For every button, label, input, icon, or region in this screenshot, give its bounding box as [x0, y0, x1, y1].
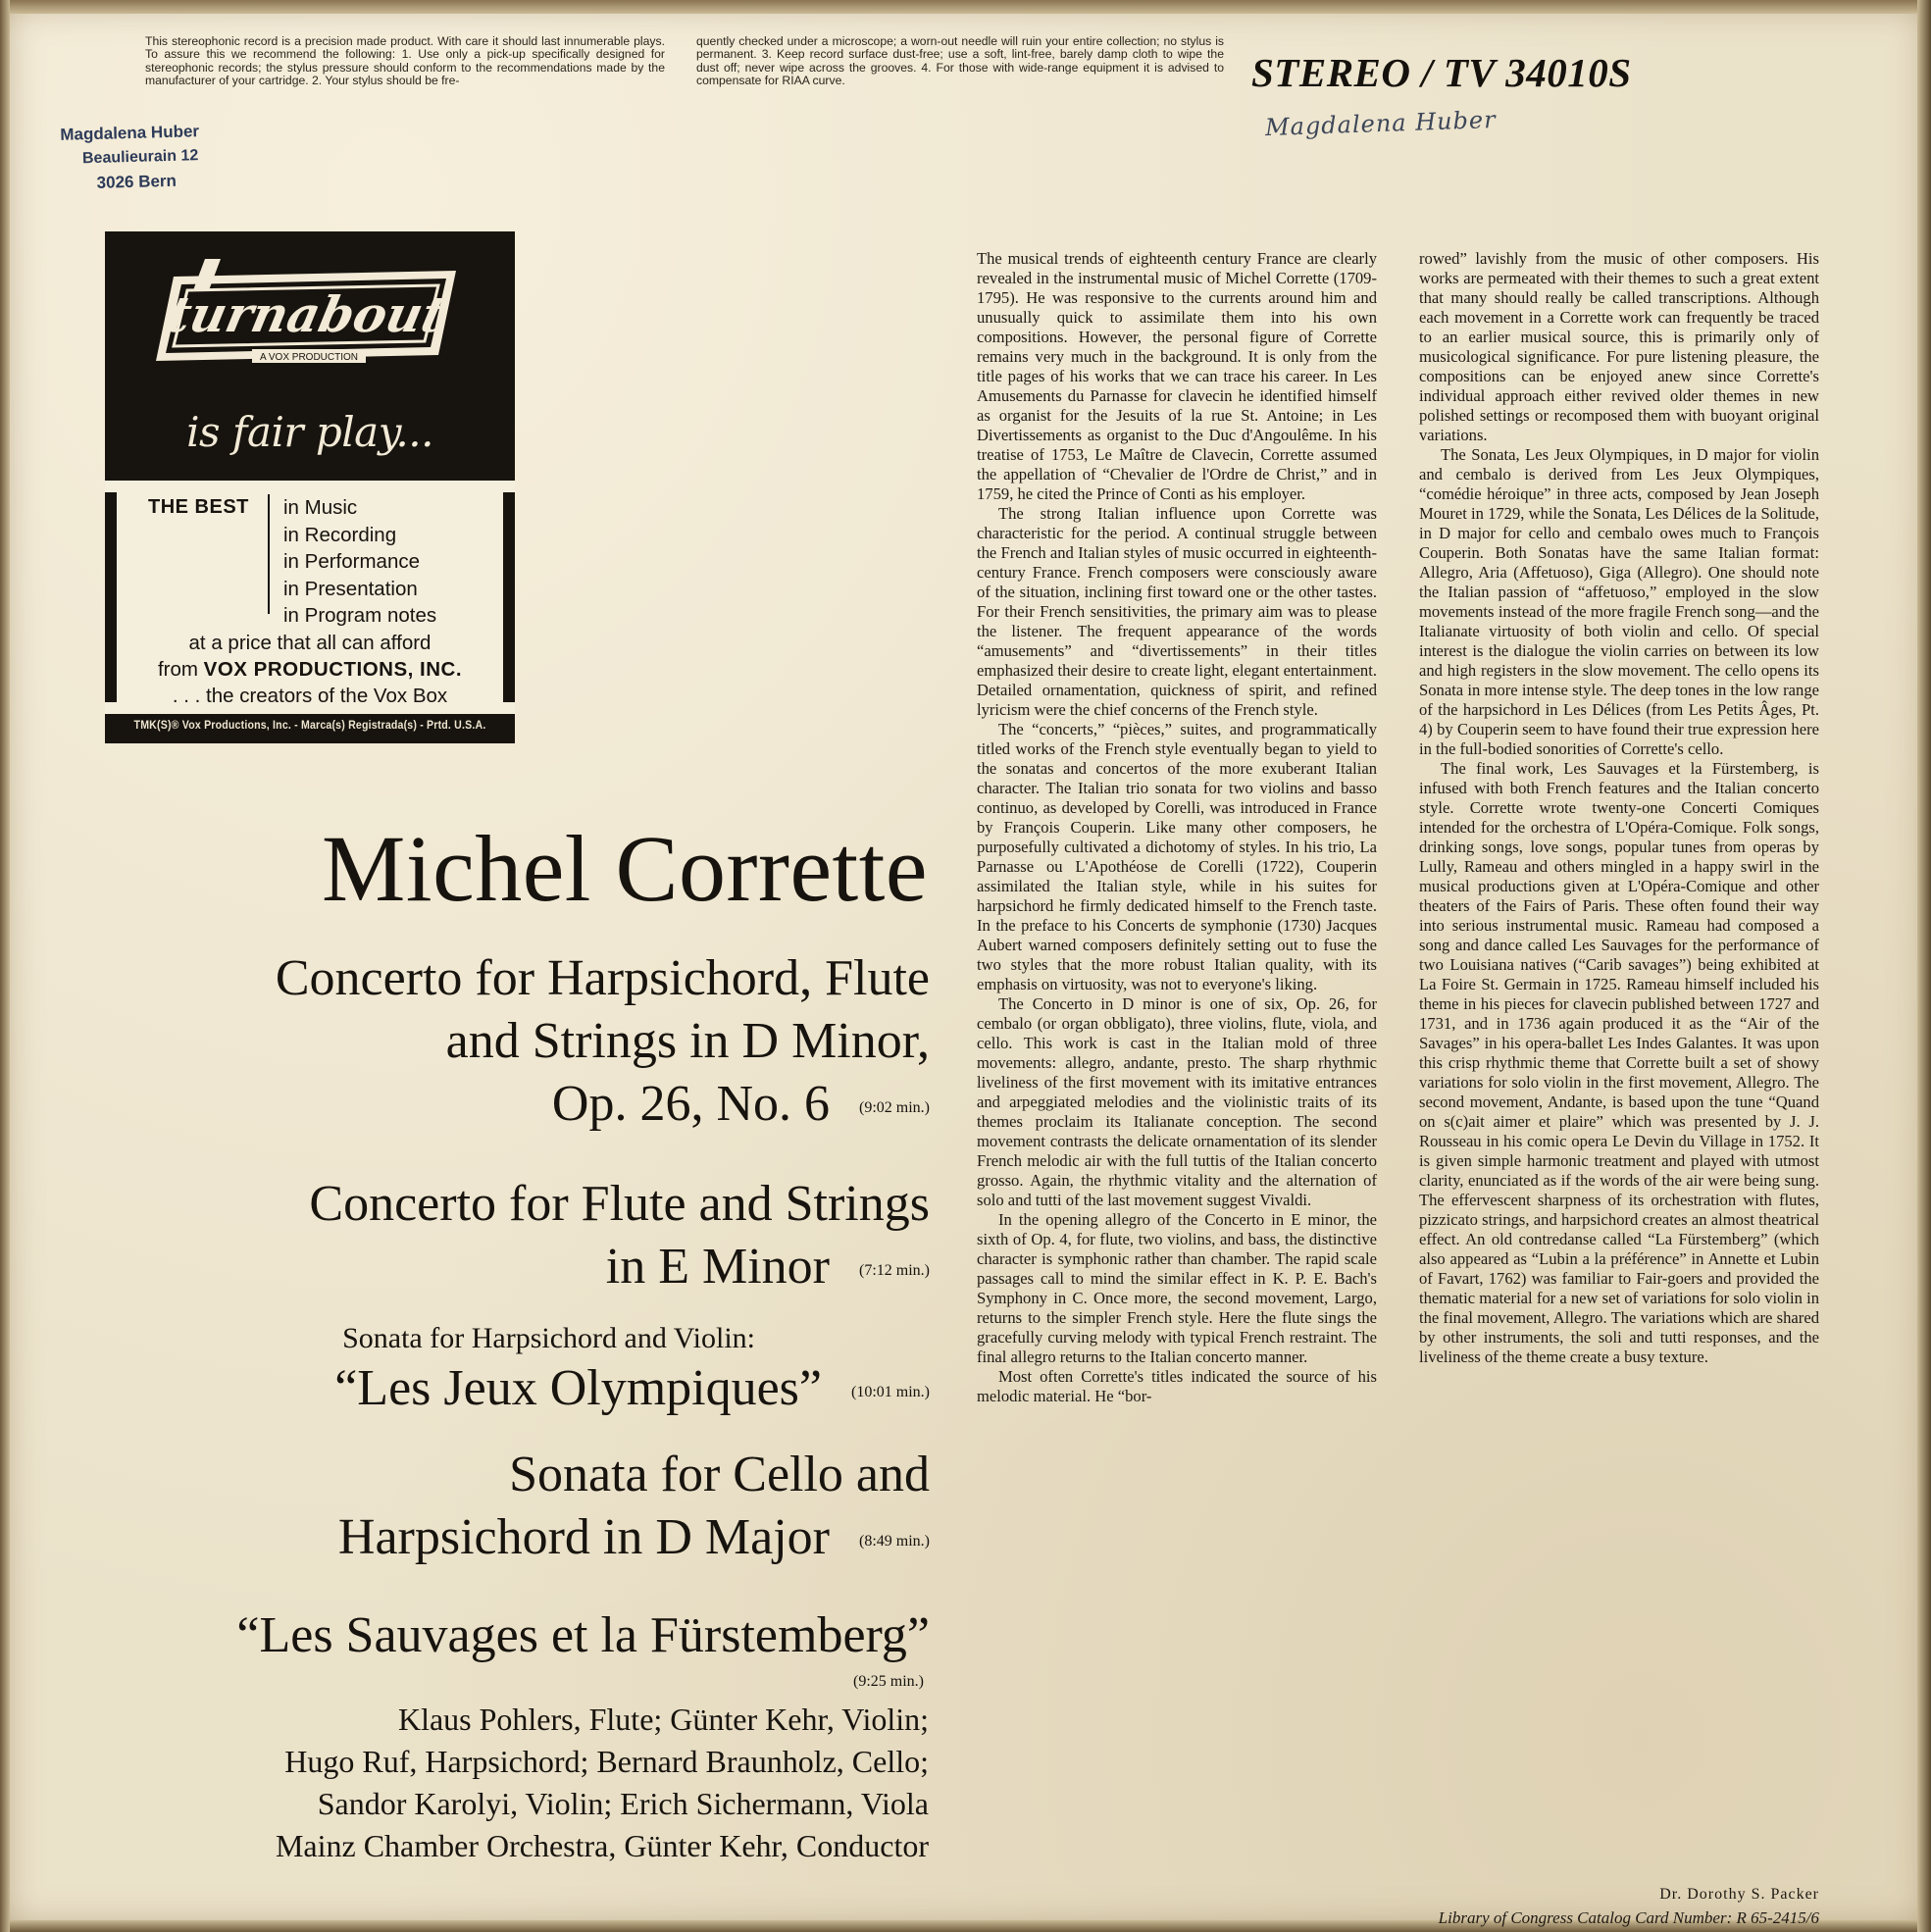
work-title-text: Op. 26, No. 6 — [551, 1076, 830, 1132]
composer-name: Michel Corrette — [322, 816, 928, 921]
notes-author: Dr. Dorothy S. Packer — [1659, 1886, 1819, 1903]
stamp-name: Magdalena Huber — [60, 122, 200, 144]
stamp-city: 3026 Bern — [96, 171, 178, 192]
work-1 — [276, 947, 930, 1140]
company-line — [105, 656, 515, 683]
work-title-line: Concerto for Harpsichord, Flute — [275, 950, 930, 1006]
best-item: in Recording — [283, 523, 397, 546]
price-statement — [105, 630, 515, 709]
creators-line: . . . the creators of the Vox Box — [172, 685, 448, 707]
company-name: VOX PRODUCTIONS, INC. — [203, 658, 463, 681]
performer-line: Mainz Chamber Orchestra, Günter Kehr, Conductor — [275, 1828, 929, 1863]
performer-line: Hugo Ruf, Harpsichord; Bernard Braunholz, Cello; — [284, 1744, 929, 1779]
performer-line: Klaus Pohlers, Flute; Günter Kehr, Violin; — [397, 1702, 929, 1737]
best-list — [283, 494, 436, 630]
notes-paragraph: The final work, Les Sauvages et la Fürstemberg, is infused with both French features and the Italian concerto style. Corrette wrote twenty-one Concerti Comiques intended for the orchestra of L'Opéra-Comique. Folk songs, drinking songs, love songs, popular tunes from operas by Lully, Rameau and others mingled in a happy swirl in the musical productions given at L'Opéra-Comique and other theaters of the Fairs of Paris. These often found their way into serious instrumental music. Rameau had composed a song and dance called Les Sauvages for the performance of two Louisiana natives (“Carib savages”) being exhibited at La Foire St. Germain in 1725. Rameau himself included his theme in his pieces for clavecin published between 1727 and 1731, and in 1736 again produced it as the “Air of the Savages” in his opera-ballet Les Indes Galantes. It was upon this crisp rhythmic theme that Corrette built a set of showy variations for solo violin in the first movement, Allegro. The second movement, Andante, is based upon the tune “Quand on s(c)ait aimer et plaire” which was presented by J. J. Rousseau in his comic opera Le Devin du Village in 1752. It is given simple harmonic treatment and played with utmost clarity, enunciated as if the words of the air were being sung. The effervescent sharpness of its orchestration with flutes, pizzicato strings, and harpsichord creates an almost theatrical effect. An old contredanse called “La Fürstemberg” (which also appeared as “Lubin a la préférence” in Annette et Lubin of Favart, 1762) was familiar to Fair-goers and provided the thematic material for a new set of variations for solo violin in the final movement, Allegro. The variations which are shared by other instruments, the soli and tutti responses, and the liveliness of the theme create a busy texture. — [1419, 759, 1819, 1366]
work-duration: (9:25 min.) — [853, 1673, 924, 1691]
work-title-line — [334, 1357, 930, 1424]
work-title-line: and Strings in D Minor, — [445, 1013, 930, 1069]
lccn-line: Library of Congress Catalog Card Number: R 65-2415/6 — [1438, 1908, 1819, 1927]
work-duration-line — [236, 1667, 924, 1693]
work-2 — [309, 1173, 930, 1302]
work-duration: (8:49 min.) — [859, 1533, 930, 1551]
work-duration: (7:12 min.) — [859, 1262, 930, 1280]
stamp-street: Beaulieurain 12 — [81, 147, 199, 168]
work-title-line — [309, 1236, 930, 1302]
notes-paragraph: The musical trends of eighteenth century France are clearly revealed in the instrumental music of Michel Corrette (1709-1795). He was responsive to the currents around him and unusually quick to assimilate them into his own compositions. However, the personal figure of Corrette remains very much in the background. It is only from the title pages of his works that we can trace his career. In Les Amusements du Parnasse for clavecin he identified himself as organist for the Jesuits of la rue St. Antoine; in Les Divertissements as organist to the Duc d'Angoulême. In his treatise of 1753, Le Maître de Clavecin, Corrette assumed the appellation of “Chevalier de l'Ordre de Christ,” and in 1759, he cited the Prince of Conti as his employer. — [977, 249, 1377, 503]
care-notice-col2: quently checked under a microscope; a worn-out needle will ruin your entire collection; no stylus is permanent. 3. Keep record surface dust-free; use a soft, lint-free, barely damp cloth to wipe the dust off; never wipe across the grooves. 4. For those with wide-range equipment it is advised to compensate for RIAA curve. — [696, 34, 1224, 88]
right-edge — [1917, 0, 1931, 1932]
performers-credits — [276, 1699, 929, 1867]
notes-paragraph: The “concerts,” “pièces,” suites, and programmatically titled works of the French style eventually began to yield to the sonatas and concertos of the more exuberant Italian character. The Italian trio sonata for two violins and basso continuo, as developed by Corelli, was introduced in France by François Couperin. Like many other composers, he purposefully cultivated a dichotomy of styles. In his trio, La Parnasse ou L'Apothéose de Corelli (1722), Couperin assimilated the Italian style, while in his suites for harpsichord he firmly dedicated himself to the French taste. In the preface to his Concerts de symphonie (1730) Jacques Aubert warned composers definitely setting out to fuse the two styles that the more robust Italian quality, with its emphasis on virtuosity, was not to everyone's liking. — [977, 720, 1377, 993]
price-line: at a price that all can afford — [188, 632, 432, 654]
work-duration: (9:02 min.) — [859, 1099, 930, 1117]
notes-paragraph: In the opening allegro of the Concerto in E minor, the sixth of Op. 4, for flute, two violins, and bass, the distinctive character is symphonic rather than chamber. The rapid scale passages call to mind the similar effect in K. P. E. Bach's Symphony in C. Once more, the second movement, Largo, returns to the simpler French style. Here the flute sings the gracefully curving melody with typical French restraint. The final allegro returns to the Italian concerto manner. — [977, 1210, 1377, 1366]
work-title-text: in E Minor — [605, 1239, 830, 1295]
liner-notes-column-1 — [977, 249, 1377, 1406]
best-label: THE BEST — [148, 496, 249, 518]
work-subtitle-line: Sonata for Harpsichord and Violin: — [342, 1322, 755, 1354]
work-5 — [236, 1604, 930, 1693]
best-item: in Music — [283, 496, 358, 519]
best-item: in Performance — [283, 550, 421, 573]
notes-paragraph: The Concerto in D minor is one of six, Op. 26, for cembalo (or organ obbligato), three violins, flute, viola, and cello. This work is cast in the Italian mold of three movements: allegro, andante, presto. The sharp rhythmic liveliness of the first movement with its imitative entrances and arpeggiated melodies and the violinistic traits of its themes proclaim its Italianate conception. The second movement contrasts the delicate ornamentation of its slender French melodic air with the full tuttis of the Italian concerto grosso. Again, the rhythmic vitality and the alternation of solo and tutti of the last movement suggest Vivaldi. — [977, 994, 1377, 1209]
handwritten-signature: Magdalena Huber — [1264, 105, 1498, 142]
work-title-text: Harpsichord in D Major — [337, 1509, 830, 1565]
trademark-line: TMK(S)® Vox Productions, Inc. - Marca(s) Registrada(s) - Prtd. U.S.A. — [133, 720, 486, 732]
notes-paragraph: The Sonata, Les Jeux Olympiques, in D major for violin and cembalo is derived from Les Jeux Olympiques, “comédie héroique” in three acts, composed by Jean Joseph Mouret in 1729, while the Sonata, Les Délices de la Solitude, in D major for cello and cembalo owes much to François Couperin. Both Sonatas have the same Italian format: Allegro, Aria (Affetuoso), Giga (Allegro). One should note the Italian passion of “affetuoso,” employed in the slow movements instead of the more fragile French song—and the Italianate virtuosity of both violin and cello. Of special interest is the dialogue the violin carries on between its low and high registers in the slow movement. The cello opens its Sonata in more intense style. The deep tones in the low range of the harpsichord in Les Délices (from Les Petits Âges, Pt. 4) by Couperin seem to have found their true expression here in the full-bodied sonorities of Corrette's cello. — [1419, 445, 1819, 758]
notes-paragraph: Most often Corrette's titles indicated the source of his melodic material. He “bor- — [977, 1367, 1377, 1405]
turnabout-badge-icon — [144, 253, 474, 373]
turnabout-logo — [105, 231, 515, 481]
vox-promo-box — [105, 481, 515, 743]
from-prefix: from — [157, 658, 198, 681]
notes-paragraph: The strong Italian influence upon Corrette was characteristic for the period. A continual struggle between the French and Italian styles of music occurred in eighteenth-century France. French composers were consciously aware of the situation, inclining first toward one or the other tastes. For their French sensitivities, the primary aim was to please the listener. The frequent appearance of the words “amusements” and “divertissements” in their titles emphasized their desire to create light, elegant entertainment. Detailed ornamentation, quickness of spirit, and refined lyricism were the chief concerns of the French style. — [977, 504, 1377, 719]
best-divider — [268, 494, 270, 614]
liner-notes-column-2 — [1419, 249, 1819, 1367]
owner-stamp — [60, 122, 200, 194]
logo-sub-text: A VOX PRODUCTION — [259, 352, 359, 363]
work-title-line — [338, 1506, 930, 1573]
best-item: in Program notes — [283, 604, 437, 627]
performer-line: Sandor Karolyi, Violin; Erich Sichermann, Viola — [317, 1786, 929, 1821]
work-title-line: “Les Sauvages et la Fürstemberg” — [236, 1607, 930, 1663]
best-item: in Presentation — [283, 577, 418, 600]
logo-brand-text: turnabout — [162, 285, 451, 343]
work-title-text: “Les Jeux Olympiques” — [334, 1360, 822, 1416]
care-notice-col1: This stereophonic record is a precision made product. With care it should last innumerable plays. To assure this we recommend the following: 1. Use only a pick-up specifically designed for stereophonic records; the stylus pressure should conform to the recommendations made by the manufacturer of your cartridge. 2. Your stylus should be fre- — [145, 34, 665, 88]
work-duration: (10:01 min.) — [851, 1384, 930, 1401]
catalog-number: STEREO / TV 34010S — [1251, 50, 1632, 95]
notes-paragraph: rowed” lavishly from the music of other composers. His works are permeated with their themes to such a great extent that many should really be called transcriptions. Although each movement in a Corrette work can frequently be traced to an earlier musical source, this is primarily only of musicological significance. For pure listening pleasure, the compositions can be enjoyed anew since Corrette's individual approach either revived older themes in new polished settings or recomposed them with buoyant original variations. — [1419, 249, 1819, 444]
work-title-line: Sonata for Cello and — [509, 1447, 930, 1502]
work-4 — [338, 1444, 930, 1573]
work-3 — [334, 1320, 930, 1424]
left-edge — [0, 0, 10, 1932]
logo-tagline: is fair play... — [186, 408, 433, 456]
work-title-line — [276, 1073, 930, 1140]
work-title-line: Concerto for Flute and Strings — [309, 1176, 930, 1232]
top-edge — [0, 0, 1931, 14]
